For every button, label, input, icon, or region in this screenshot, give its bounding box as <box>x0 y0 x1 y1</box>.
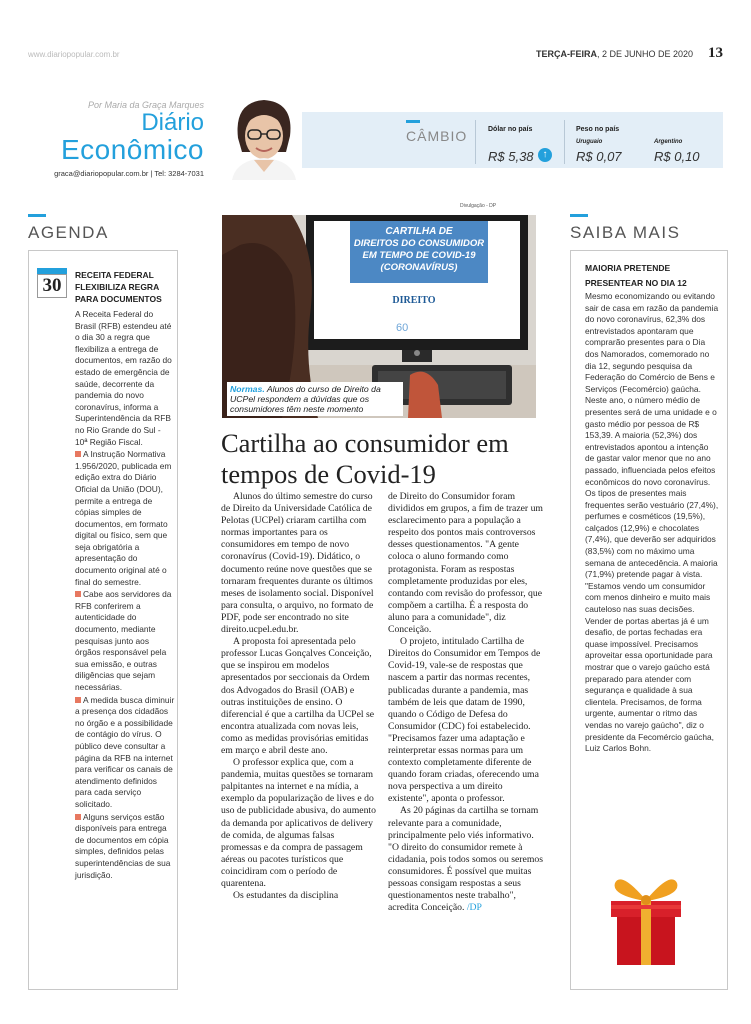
agenda-title: RECEITA FEDERAL FLEXIBILIZA REGRA PARA DOCUMENTOS <box>75 270 162 304</box>
article-paragraph: As 20 páginas da cartilha se tornam relevante para a comunidade, principalmente pelo viés informativo. "O direito do consumidor remete à cidadania, pois todos somos ou seremos consumidores. É possível que muitas pessoas consigam respostas a seus questionamentos neste trabalho", acredita Conceição. /DP <box>388 805 543 914</box>
screen-logo: DIREITO <box>392 295 436 306</box>
page-number: 13 <box>708 45 723 61</box>
agenda-paragraph: A Receita Federal do Brasil (RFB) estendeu até o dia 30 a regra que flexibiliza a entrega de documentos, em razão do estado de emergência de saúde, decorrente da pandemia do novo coronavírus, informa a Superintendência da RFB no Rio Grande do Sul - 10ª Região Fiscal. <box>75 309 172 447</box>
column-contact: graca@diariopopular.com.br | Tel: 3284-7031 <box>54 169 204 178</box>
bullet-square-icon <box>75 697 81 703</box>
column-title-2: Econômico <box>60 134 204 165</box>
photo-caption: Normas. Alunos do curso de Direito da UCPel respondem a dúvidas que os consumidores têm neste momento <box>227 382 403 416</box>
bullet-square-icon <box>75 451 81 457</box>
column-branding <box>28 100 204 178</box>
page-topbar <box>28 45 723 64</box>
cambio-accent <box>406 120 420 123</box>
column-title-1: Diário <box>141 109 204 136</box>
divider <box>564 120 565 164</box>
saiba-title: MAIORIA PRETENDE PRESENTEAR NO DIA 12 <box>585 263 687 288</box>
saiba-section-title: SAIBA MAIS <box>570 223 681 242</box>
agenda-paragraph: A medida busca diminuir a presença dos cidadãos no órgão e a possibilidade de contágio do vírus. O público deve consultar a página da RFB na internet para verificar os canais de atendimento definidos para cada serviço solicitado. <box>75 694 175 809</box>
columnist-photo <box>224 92 302 180</box>
agenda-body <box>75 309 175 882</box>
screen-line-2: DIREITOS DO CONSUMIDOR <box>353 238 485 249</box>
agenda-paragraph: Alguns serviços estão disponíveis para entrega de documentos em cópia simples, definidos pelas superintendências de sua jurisdição. <box>75 811 171 880</box>
agenda-paragraph: A Instrução Normativa 1.956/2020, publicada em edição extra do Diário Oficial da União (DOU), permite a entrega de cópias simples de documentos, em formato digital ou físico, sem que seja obrigatória a apresentação do documento original até o final do semestre. <box>75 449 172 587</box>
article-paragraph: Os estudantes da disciplina <box>233 890 339 902</box>
article-paragraph: Alunos do último semestre do curso de Direito da Universidade Católica de Pelotas (UCPel) criaram cartilha com normas importantes para os consumidores em tempo de novo coronavírus (Covid-19). Didático, o documento reúne nove questões que se tornaram frequentes durante os últimos meses de isolamento social. Disponível para consulta, o arquivo, no formato de PDF, pode ser encontrado no site direito.ucpel.edu.br. <box>221 491 374 636</box>
screen-line-1: CARTILHA DE <box>385 226 453 237</box>
photo-credit: Divulgação - DP <box>460 203 497 209</box>
agenda-section-title: AGENDA <box>28 223 109 242</box>
article-signature: /DP <box>466 902 482 914</box>
uruguaio-value: R$ 0,07 <box>576 149 622 164</box>
arrow-up-icon: ↑ <box>538 148 552 162</box>
article-column-1 <box>221 491 376 902</box>
argentino-value: R$ 0,10 <box>654 149 700 164</box>
bullet-square-icon <box>75 591 81 597</box>
screen-line-4: (CORONAVÍRUS) <box>380 262 458 273</box>
screen-logo-mark: 60 <box>396 322 409 334</box>
agenda-day: 30 <box>37 274 67 298</box>
saiba-accent <box>570 214 588 217</box>
byline: Por Maria da Graça Marques <box>87 100 204 110</box>
agenda-paragraph: Cabe aos servidores da RFB conferirem a autenticidade do documento, mediante pesquisas junto aos órgãos responsável pela sua emissão, e outras diligências que sejam necessárias. <box>75 589 172 692</box>
column-header <box>28 92 723 182</box>
agenda-box <box>28 250 178 990</box>
cambio-label: CÂMBIO <box>406 128 468 144</box>
article-column-2 <box>388 491 543 914</box>
dolar-label: Dólar no país <box>488 126 533 133</box>
bullet-square-icon <box>75 814 81 820</box>
divider <box>475 120 476 164</box>
gift-box-icon <box>601 869 691 969</box>
argentino-label: Argentino <box>654 139 683 145</box>
article-paragraph: O projeto, intitulado Cartilha de Direitos do Consumidor em Tempos de Covid-19, vale-se de respostas que nascem a partir das normas recentes, publicadas durante a pandemia, mas também de leis que datam de 1990, quando o Código de Defesa do Consumidor (CDC) foi estabelecido. "Precisamos fazer uma adaptação e reinterpretar essas normas para um contexto completamente diferente de quando foram criadas, oferecendo uma nova perspectiva a um direito existente", aponta o professor. <box>388 636 541 805</box>
saiba-paragraph: "Estamos vendo um consumidor com menos dinheiro e muito mais cauteloso nas suas decisões. Vender de portas abertas já é um desafio, de portas fechadas era quase impossível. Precisamos aproveitar essa oportunidade para mostrar que o varejo gaúcho está preparado para atender com segurança e qualidade à sua clientela. Precisamos, de forma urgente, aumentar o ritmo das vendas no varejo gaúcho", diz o presidente da Fecomércio gaúcha, Luiz Carlos Bohn. <box>585 580 714 754</box>
dolar-value: R$ 5,38 <box>488 149 534 164</box>
peso-label: Peso no país <box>576 126 620 133</box>
issue-date: TERÇA-FEIRA, 2 DE JUNHO DE 2020 <box>535 49 693 59</box>
saiba-body <box>585 291 720 755</box>
site-url: www.diariopopular.com.br <box>28 50 120 59</box>
saiba-box <box>570 250 728 990</box>
article-paragraph: A proposta foi apresentada pelo professor Lucas Gonçalves Conceição, que se inspirou em modelos apresentados por seccionais da Ordem dos Advogados do Brasil (OAB) e outras instituições de ensino. O diferencial é que a cartilha da UCPel se encontra atualizada com novas leis, como as medidas provisórias emitidas em março e abril deste ano. <box>221 636 375 756</box>
article-headline: Cartilha ao consumidor em tempos de Covid-19 <box>221 428 509 489</box>
uruguaio-label: Uruguaio <box>576 139 603 145</box>
agenda-accent <box>28 214 46 217</box>
article-paragraph: de Direito do Consumidor foram divididos em grupos, a fim de trazer um esclarecimento para a população a respeito dos pontos mais controversos desses questionamentos. "A gente coloca o aluno formando como protagonista. Foram as respostas completamente produzidas por eles, contando com revisão do professor, que compõem a cartilha. É a resposta do aluno para a comunidade", diz Conceição. <box>388 491 543 636</box>
saiba-paragraph: Mesmo economizando ou evitando sair de casa em razão da pandemia do novo coronavírus, 62,3% dos entrevistados apontaram que comprarão presentes para o Dia dos Namorados, comemorado no dia 12, segundo pesquisa da Federação do Comércio de Bens e Serviços (Fecomércio) gaúcha. Neste ano, o número médio de presentes será de uma unidade e o gasto médio por pessoa de R$ 153,39. A maioria (52,3%) dos entrevistados apontou a intenção de gastar valor menor que no ano passado, influenciada pelos efeitos econômicos do novo coronavírus. Os tipos de presentes mais frequentes serão vestuário (27,4%), perfumes e cosméticos (19,5%), calçados (12,9%) e chocolates (7,4%), que deverão ser adquiridos (83,5%) com no máximo uma semana de antecedência. A maioria (71,9%) pretende pagar à vista. <box>585 291 719 580</box>
article-paragraph: O professor explica que, com a pandemia, muitas questões se tornaram palpitantes na internet e na mídia, a exemplo da popularização de lives e do uso de publicidade abusiva, do aumento da demanda por aplicativos de delivery de comida, de algumas falsas promessas e da compra de passagem aéreas ou pacotes turísticos que coincidiram com o período de quarentena. <box>221 757 376 889</box>
screen-line-3: EM TEMPO DE COVID-19 <box>362 250 476 261</box>
